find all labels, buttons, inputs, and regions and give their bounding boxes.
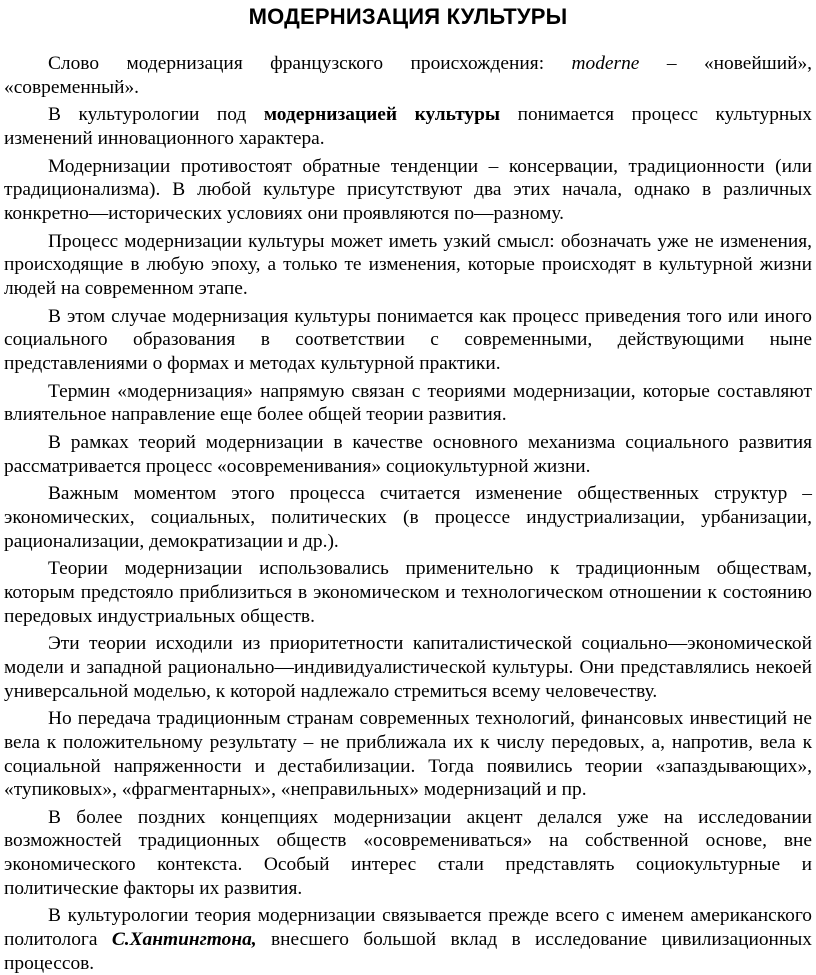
- paragraph-1-tail: – «новейший», «современный».: [4, 53, 812, 98]
- term-moderne: moderne: [571, 53, 640, 74]
- paragraph-2-text: В культурологии под: [48, 104, 264, 126]
- page-title: МОДЕРНИЗАЦИЯ КУЛЬТУРЫ: [248, 4, 568, 29]
- paragraph-2-tail: понимается процесс культурных изменений инновационного характера.: [4, 104, 812, 149]
- paragraph-12: В более поздних концепциях модернизации акцент делался уже на исследовании возможностей традиционных обществ «осовремениваться» на собственной основе, вне экономического контекста. Особый интерес стали представлять социокультурные и политические факторы их развития.: [4, 806, 812, 899]
- paragraph-10: Эти теории исходили из приоритетности капиталистической социально—экономической модели и западной рационально—индивидуалистической культуры. Они представлялись некоей универсальной моделью, к которой надлежало стремиться всему человечеству.: [4, 633, 812, 702]
- paragraph-3: Модернизации противостоят обратные тенденции – консервации, традиционности (или традиционализма). В любой культуре присутствуют два этих начала, однако в различных конкретно—исторических условиях они проявляются по—разному.: [4, 155, 812, 224]
- paragraph-7: В рамках теорий модернизации в качестве основного механизма социального развития рассматривается процесс «осовременивания» социокультурной жизни.: [4, 432, 812, 477]
- paragraph-6: Термин «модернизация» напрямую связан с теориями модернизации, которые составляют влиятельное направление еще более общей теории развития.: [4, 380, 812, 426]
- paragraph-13: [4, 904, 812, 975]
- term-modernization-of-culture: модернизацией культуры: [263, 104, 501, 126]
- paragraph-1: [4, 52, 812, 99]
- paragraph-9: Теории модернизации использовались применительно к традиционным обществам, которым предстояло приблизиться в экономическом и технологическом отношении к состоянию передовых индустриальных обществ.: [4, 558, 812, 627]
- paragraph-1-text: Слово модернизация французского происхождения:: [48, 53, 572, 74]
- paragraph-5: В этом случае модернизация культуры понимается как процесс приведения того или иного социального образования в соответствии с современными, действующими ныне представлениями о формах и методах культурной практики.: [4, 305, 812, 374]
- name-huntington: С.Хантингтона,: [111, 929, 257, 951]
- paragraph-2: [4, 103, 812, 150]
- paragraph-13-tail: внесшего большой вклад в исследование цивилизационных процессов.: [4, 929, 812, 974]
- paragraph-4: Процесс модернизации культуры может иметь узкий смысл: обозначать уже не изменения, происходящие в любую эпоху, а только те изменения, которые происходят в культурной жизни людей на современном этапе.: [4, 230, 812, 299]
- paragraph-8: Важным моментом этого процесса считается изменение общественных структур – экономических, социальных, политических (в процессе индустриализации, урбанизации, рационализации, демократизации и др.).: [4, 483, 812, 552]
- paragraph-11: Но передача традиционным странам современных технологий, финансовых инвестиций не вела к положительному результату – не приближала их к числу передовых, а, напротив, вела к социальной напряженности и дестабилизации. Тогда появились теории «запаздывающих», «тупиковых», «фрагментарных», «неправильных» модернизаций и пр.: [4, 708, 812, 801]
- paragraph-13-text: В культурологии теория модернизации связывается прежде всего с именем американского политолога: [4, 905, 812, 951]
